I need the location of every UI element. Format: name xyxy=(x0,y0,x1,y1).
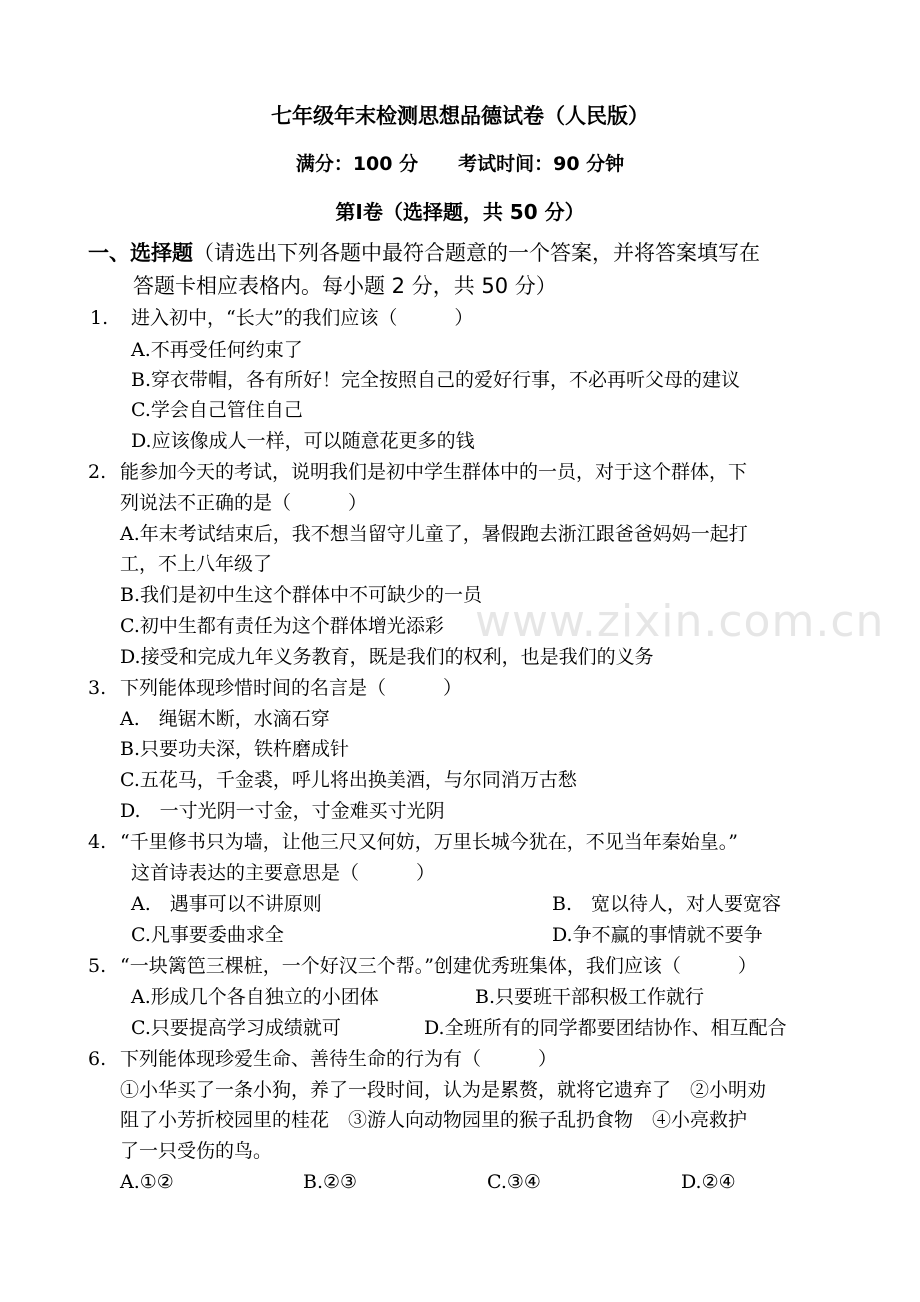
instructions-text-2: 答题卡相应表格内。每小题 2 分，共 50 分） xyxy=(133,274,557,298)
question-stem: ①小华买了一条小狗，养了一段时间，认为是累赘，就将它遗弃了 ②小明劝 xyxy=(120,1079,767,1101)
option-d: D. 一寸光阴一寸金，寸金难买寸光阴 xyxy=(120,800,445,822)
option-c: C.只要提高学习成绩就可 xyxy=(131,1017,341,1039)
instructions-text-1: （请选出下列各题中最符合题意的一个答案，并将答案填写在 xyxy=(193,241,760,265)
option-d: D.应该像成人一样，可以随意花更多的钱 xyxy=(131,430,475,452)
option-b: B.②③ xyxy=(303,1171,358,1193)
question-stem: 下列能体现珍惜时间的名言是（ ） xyxy=(120,677,463,699)
option-c: C.五花马，千金裘，呼儿将出换美酒，与尔同消万古愁 xyxy=(120,769,577,791)
option-b: B. 宽以待人，对人要宽容 xyxy=(552,893,782,915)
question-stem: “一块篱笆三棵桩，一个好汉三个帮。”创建优秀班集体，我们应该（ ） xyxy=(120,955,757,977)
option-a: A. 遇事可以不讲原则 xyxy=(131,893,322,915)
question-number: 6. xyxy=(88,1048,107,1070)
option-a-cont: 工，不上八年级了 xyxy=(120,553,273,575)
watermark: www.zixin.com.cn xyxy=(475,596,885,647)
exam-meta xyxy=(0,149,920,176)
option-b: B.穿衣带帽，各有所好！完全按照自己的爱好行事，不必再听父母的建议 xyxy=(131,369,741,391)
question-stem: 这首诗表达的主要意思是（ ） xyxy=(131,862,436,884)
option-a: A.①② xyxy=(120,1171,174,1193)
option-a: A.形成几个各自独立的小团体 xyxy=(131,986,379,1008)
section-heading: 第Ⅰ卷（选择题，共 50 分） xyxy=(335,200,585,224)
option-b: B.我们是初中生这个群体中不可缺少的一员 xyxy=(120,584,483,606)
question-number: 3. xyxy=(88,677,107,699)
question-stem: 能参加今天的考试，说明我们是初中学生群体中的一员，对于这个群体，下 xyxy=(120,461,748,483)
question-stem: 列说法不正确的是（ ） xyxy=(120,492,368,514)
option-d: D.全班所有的同学都要团结协作、相互配合 xyxy=(424,1017,787,1039)
option-c: C.凡事要委曲求全 xyxy=(131,924,284,946)
question-stem: 阻了小芳折校园里的桂花 ③游人向动物园里的猴子乱扔食物 ④小亮救护 xyxy=(120,1109,748,1131)
option-d: D.接受和完成九年义务教育，既是我们的权利，也是我们的义务 xyxy=(120,646,654,668)
exam-title: 七年级年末检测思想品德试卷（人民版） xyxy=(271,104,649,128)
exam-time: 考试时间：90 分钟 xyxy=(458,153,625,175)
option-b: B.只要班干部积极工作就行 xyxy=(475,986,705,1008)
question-stem: “千里修书只为墙，让他三尺又何妨，万里长城今犹在，不见当年秦始皇。” xyxy=(120,831,738,853)
option-c: C.学会自己管住自己 xyxy=(131,399,303,421)
question-number: 1. xyxy=(90,307,109,329)
option-c: C.初中生都有责任为这个群体增光添彩 xyxy=(120,615,444,637)
question-number: 4. xyxy=(88,831,107,853)
option-a: A.年末考试结束后，我不想当留守儿童了，暑假跑去浙江跟爸爸妈妈一起打 xyxy=(120,523,748,545)
instructions-label: 一、选择题 xyxy=(88,241,193,265)
instructions-line-1 xyxy=(88,241,760,265)
question-stem: 下列能体现珍爱生命、善待生命的行为有（ ） xyxy=(120,1048,558,1070)
option-d: D.②④ xyxy=(681,1171,736,1193)
option-b: B.只要功夫深，铁杵磨成针 xyxy=(120,738,350,760)
option-c: C.③④ xyxy=(487,1171,541,1193)
option-a: A. 绳锯木断，水滴石穿 xyxy=(120,708,330,730)
question-number: 2. xyxy=(88,461,107,483)
option-a: A.不再受任何约束了 xyxy=(131,339,303,361)
option-d: D.争不赢的事情就不要争 xyxy=(552,924,763,946)
question-stem: 了一只受伤的鸟。 xyxy=(120,1140,273,1162)
question-number: 5. xyxy=(88,955,107,977)
full-score: 满分：100 分 xyxy=(295,153,419,175)
question-stem: 进入初中，“长大”的我们应该（ ） xyxy=(131,307,474,329)
